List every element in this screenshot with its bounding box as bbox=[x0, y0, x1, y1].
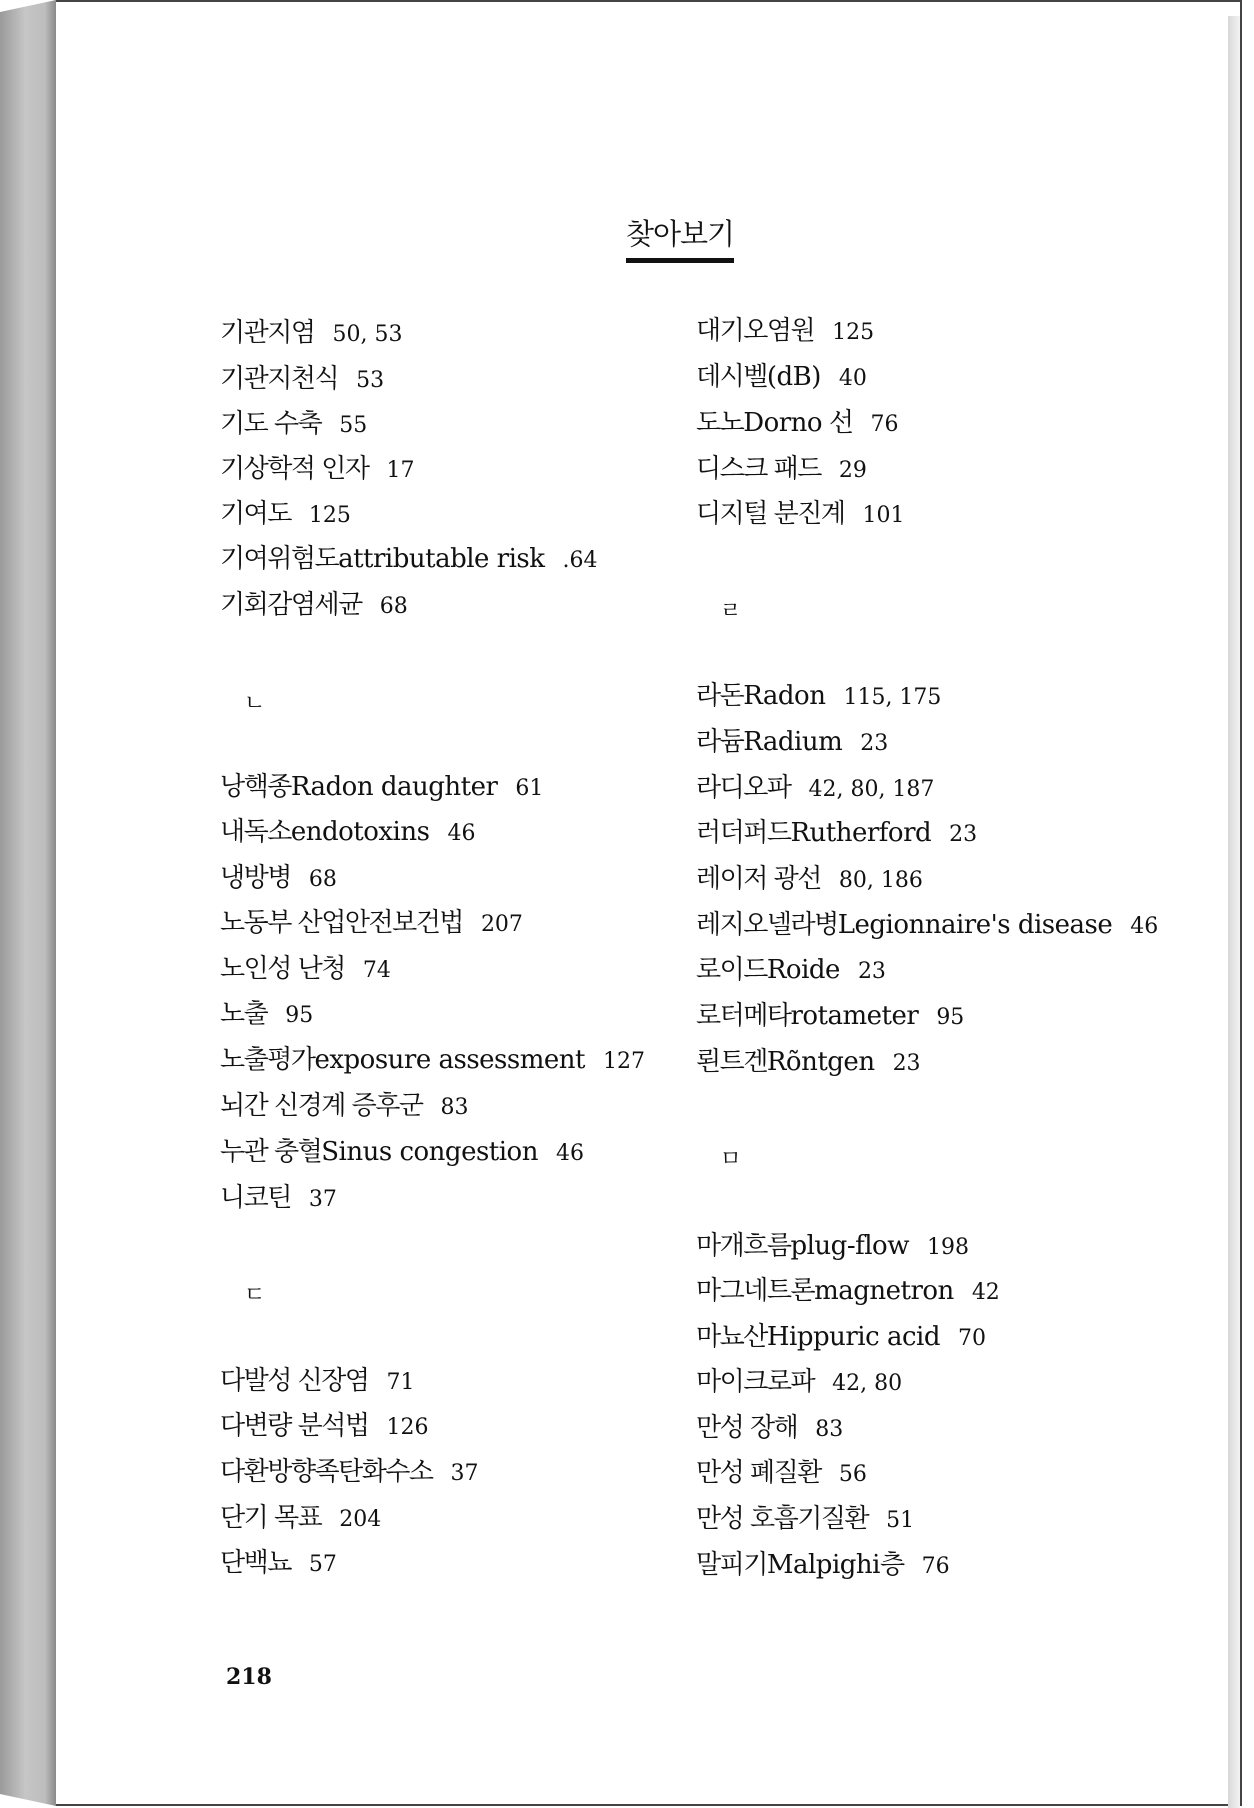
index-entry bbox=[220, 857, 337, 894]
index-page-refs: 125 bbox=[308, 503, 351, 528]
index-page-refs: 127 bbox=[602, 1049, 645, 1074]
index-page-refs: 42 bbox=[971, 1280, 1000, 1305]
index-section-letter: ㄹ bbox=[720, 599, 742, 624]
index-term: 레지오넬라병Legionnaire's disease bbox=[696, 910, 1113, 940]
index-entry bbox=[220, 948, 391, 985]
index-term: 로이드Roide bbox=[696, 955, 840, 985]
index-page-refs: 204 bbox=[339, 1507, 382, 1532]
index-term: 라듐Radium bbox=[696, 727, 843, 757]
index-entry bbox=[220, 358, 384, 395]
index-entry bbox=[696, 812, 977, 849]
index-term: 말피기Malpighi층 bbox=[696, 1550, 904, 1580]
index-entry bbox=[696, 675, 941, 712]
index-page-refs: 37 bbox=[450, 1461, 479, 1486]
index-page-refs: 55 bbox=[339, 413, 368, 438]
index-term: 만성 폐질환 bbox=[696, 1458, 821, 1488]
index-term: 노동부 산업안전보건법 bbox=[220, 908, 463, 938]
index-term: 단기 목표 bbox=[220, 1503, 322, 1533]
index-section-letter: ㄴ bbox=[244, 691, 266, 716]
index-page-refs: 51 bbox=[886, 1508, 915, 1533]
index-entry bbox=[220, 1405, 428, 1442]
index-entry bbox=[220, 312, 402, 349]
index-page-refs: 68 bbox=[308, 867, 337, 892]
index-page-refs: 23 bbox=[860, 731, 889, 756]
index-page-refs: 46 bbox=[555, 1141, 584, 1166]
index-term: 다환방향족탄화수소 bbox=[220, 1457, 433, 1487]
index-entry bbox=[696, 858, 923, 895]
index-entry bbox=[220, 1451, 479, 1488]
index-term: 로터메타rotameter bbox=[696, 1001, 919, 1031]
index-term: 단백뇨 bbox=[220, 1548, 291, 1578]
index-page-refs: 23 bbox=[949, 822, 978, 847]
index-page-refs: 83 bbox=[440, 1095, 469, 1120]
index-entry bbox=[696, 721, 888, 758]
index-term: 기회감염세균 bbox=[220, 590, 362, 620]
index-term: 냉방병 bbox=[220, 863, 291, 893]
index-term: 누관 충혈Sinus congestion bbox=[220, 1137, 538, 1167]
index-page-refs: 40 bbox=[838, 366, 867, 391]
index-page-refs: 95 bbox=[285, 1003, 314, 1028]
index-entry bbox=[220, 584, 408, 621]
index-entry bbox=[696, 1407, 843, 1444]
index-entry bbox=[696, 448, 867, 485]
index-entry bbox=[220, 1039, 645, 1076]
index-term: 도노Dorno 선 bbox=[696, 408, 853, 438]
index-entry bbox=[220, 1177, 337, 1214]
index-entry bbox=[220, 902, 523, 939]
index-entry bbox=[220, 1085, 468, 1122]
index-term: 다발성 신장염 bbox=[220, 1366, 369, 1396]
index-term: 다변량 분석법 bbox=[220, 1411, 369, 1441]
index-entry bbox=[220, 993, 313, 1030]
index-page-refs: 23 bbox=[857, 959, 886, 984]
index-page-refs: 101 bbox=[862, 503, 905, 528]
index-entry bbox=[220, 1131, 584, 1168]
index-page-refs: 61 bbox=[515, 776, 544, 801]
index-page-refs: 42, 80 bbox=[832, 1371, 903, 1396]
index-page-refs: 56 bbox=[838, 1462, 867, 1487]
index-term: 마개흐름plug-flow bbox=[696, 1231, 909, 1261]
index-page-refs: 125 bbox=[832, 320, 875, 345]
index-entry bbox=[696, 1270, 1000, 1307]
index-page-refs: 76 bbox=[921, 1554, 950, 1579]
index-entry bbox=[220, 538, 598, 575]
index-entry bbox=[220, 1497, 381, 1534]
index-page-refs: 46 bbox=[1130, 914, 1159, 939]
index-page-refs: 83 bbox=[815, 1417, 844, 1442]
index-term: 노인성 난청 bbox=[220, 954, 345, 984]
index-entry bbox=[696, 1361, 902, 1398]
index-entry bbox=[220, 493, 351, 530]
index-entry bbox=[696, 1452, 867, 1489]
index-page-refs: 50, 53 bbox=[332, 322, 403, 347]
index-section-letter: ㅁ bbox=[720, 1147, 742, 1172]
index-term: 기관지천식 bbox=[220, 364, 339, 394]
index-page-refs: 126 bbox=[386, 1415, 429, 1440]
index-term: 내독소endotoxins bbox=[220, 817, 430, 847]
index-page-refs: 76 bbox=[870, 412, 899, 437]
index-term: 마뇨산Hippuric acid bbox=[696, 1322, 940, 1352]
index-term: 기도 수축 bbox=[220, 409, 322, 439]
index-entry bbox=[220, 448, 414, 485]
index-term: 디지털 분진계 bbox=[696, 499, 845, 529]
index-page-refs: 207 bbox=[480, 912, 523, 937]
index-page-refs: 46 bbox=[447, 821, 476, 846]
index-page-refs: 29 bbox=[838, 458, 867, 483]
index-term: 라돈Radon bbox=[696, 681, 826, 711]
index-term: 레이저 광선 bbox=[696, 864, 821, 894]
index-entry bbox=[696, 949, 886, 986]
index-term: 만성 장해 bbox=[696, 1413, 798, 1443]
index-term: 기여도 bbox=[220, 499, 291, 529]
index-entry bbox=[696, 1041, 921, 1078]
index-term: 뢴트겐Rõntgen bbox=[696, 1047, 875, 1077]
index-entry bbox=[696, 767, 934, 804]
index-entry bbox=[696, 1225, 969, 1262]
index-term: 라디오파 bbox=[696, 773, 791, 803]
index-page-refs: 68 bbox=[379, 594, 408, 619]
index-entry bbox=[696, 402, 898, 439]
index-term: 뇌간 신경계 증후군 bbox=[220, 1091, 423, 1121]
index-page-refs: 80, 186 bbox=[838, 868, 923, 893]
index-term: 마그네트론magnetron bbox=[696, 1276, 954, 1306]
index-entry bbox=[696, 1316, 986, 1353]
index-term: 러더퍼드Rutherford bbox=[696, 818, 932, 848]
index-page-refs: 71 bbox=[386, 1370, 415, 1395]
index-term: 기여위험도attributable risk bbox=[220, 544, 545, 574]
index-page-refs: 42, 80, 187 bbox=[808, 777, 935, 802]
index-term: 마이크로파 bbox=[696, 1367, 815, 1397]
index-section-letter: ㄷ bbox=[244, 1283, 266, 1308]
index-page-refs: .64 bbox=[562, 548, 598, 573]
index-page-refs: 57 bbox=[308, 1552, 337, 1577]
index-entry bbox=[696, 493, 904, 530]
index-term: 노출 bbox=[220, 999, 268, 1029]
index-term: 만성 호흡기질환 bbox=[696, 1504, 869, 1534]
index-term: 데시벨(dB) bbox=[696, 362, 821, 392]
index-entry bbox=[220, 1542, 337, 1579]
index-term: 기상학적 인자 bbox=[220, 454, 369, 484]
index-entry bbox=[220, 403, 367, 440]
index-page-refs: 23 bbox=[892, 1051, 921, 1076]
index-entry bbox=[696, 1544, 950, 1581]
index-entry bbox=[696, 995, 964, 1032]
page-shadow bbox=[1228, 16, 1240, 1808]
index-page-refs: 95 bbox=[936, 1005, 965, 1030]
index-term: 니코틴 bbox=[220, 1183, 291, 1213]
page-number: 218 bbox=[226, 1664, 272, 1690]
index-term: 노출평가exposure assessment bbox=[220, 1045, 585, 1075]
index-page-refs: 70 bbox=[957, 1326, 986, 1351]
index-term: 낭핵종Radon daughter bbox=[220, 772, 498, 802]
index-page-refs: 17 bbox=[386, 458, 415, 483]
index-term: 기관지염 bbox=[220, 318, 315, 348]
index-entry bbox=[220, 766, 543, 803]
book-page-edge bbox=[0, 0, 56, 1806]
index-term: 대기오염원 bbox=[696, 316, 815, 346]
index-entry bbox=[696, 904, 1158, 941]
index-page-refs: 74 bbox=[362, 958, 391, 983]
index-page-refs: 37 bbox=[308, 1187, 337, 1212]
index-page-refs: 53 bbox=[356, 368, 385, 393]
index-entry bbox=[696, 356, 867, 393]
index-entry bbox=[696, 310, 874, 347]
index-page-refs: 115, 175 bbox=[843, 685, 942, 710]
page-title: 찾아보기 bbox=[626, 212, 734, 263]
index-entry bbox=[220, 811, 475, 848]
index-term: 디스크 패드 bbox=[696, 454, 821, 484]
index-page-refs: 198 bbox=[926, 1235, 969, 1260]
index-entry bbox=[696, 1498, 914, 1535]
index-entry bbox=[220, 1360, 414, 1397]
